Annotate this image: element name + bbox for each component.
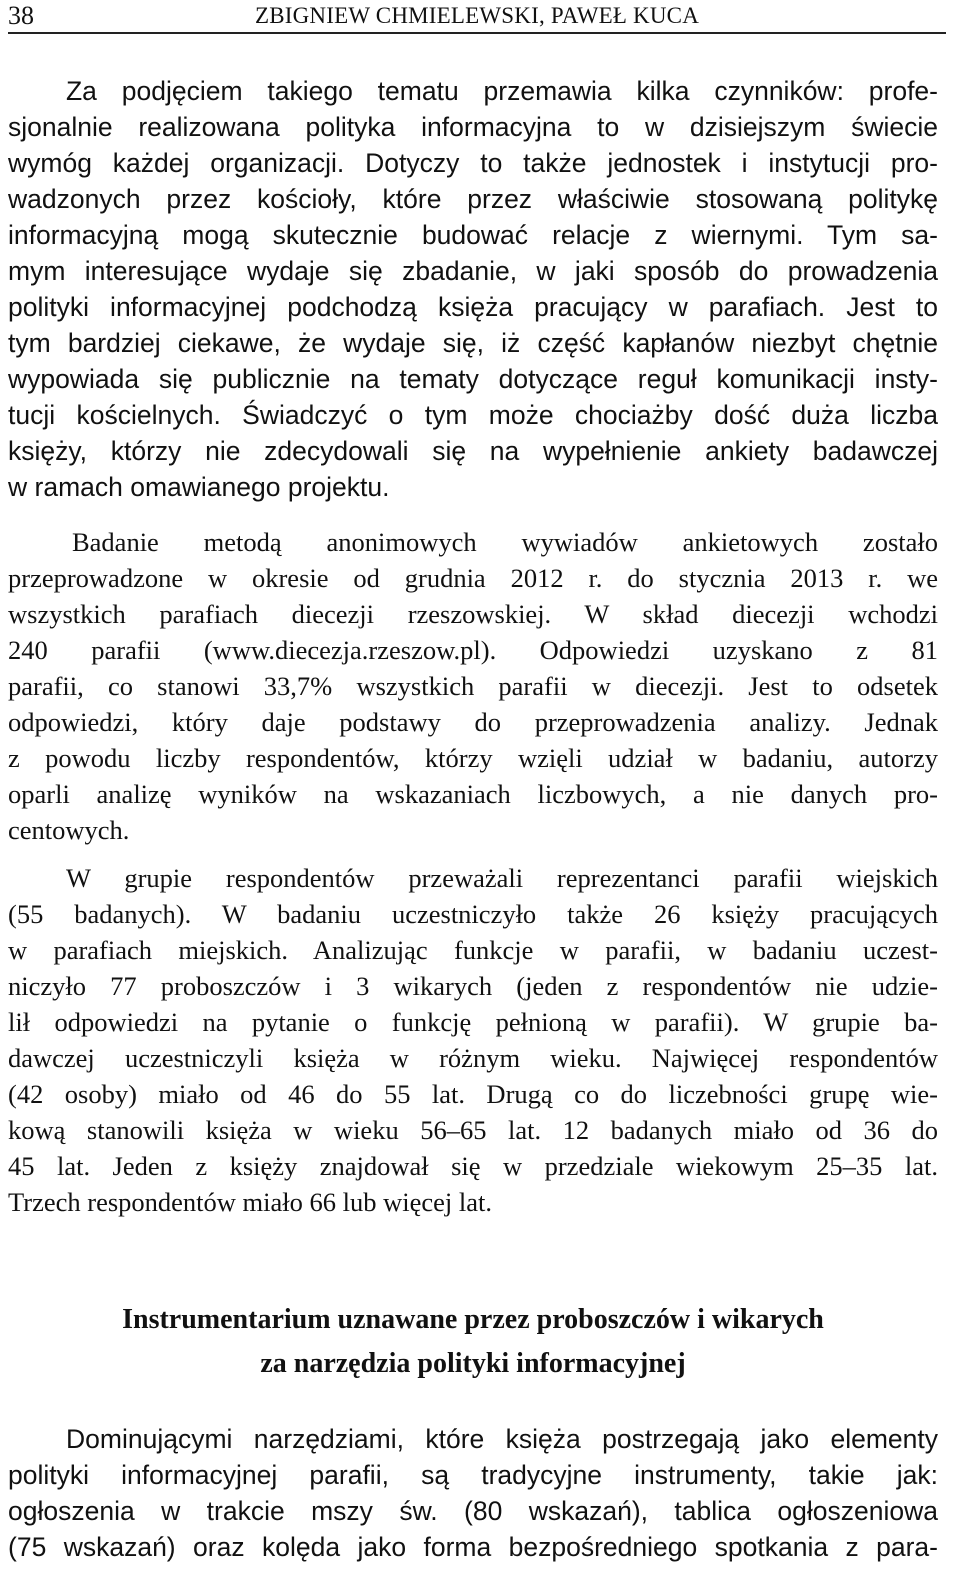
- text-line: tym bardziej ciekawe, że wydaje się, iż część kapłanów niezbyt chętnie: [8, 328, 938, 358]
- text-line: (55 badanych). W badaniu uczestniczyło także 26 księży pracujących: [8, 899, 938, 929]
- text-line: wypowiada się publicznie na tematy dotyczące reguł komunikacji insty-: [8, 364, 938, 394]
- text-line: 45 lat. Jeden z księży znajdował się w przedziale wiekowym 25–35 lat.: [8, 1151, 938, 1181]
- text-line: odpowiedzi, który daje podstawy do przeprowadzenia analizy. Jednak: [8, 707, 938, 737]
- text-line: wadzonych przez kościoły, które przez właściwie stosowaną politykę: [8, 184, 938, 214]
- text-line: centowych.: [8, 815, 130, 845]
- text-line: przeprowadzone w okresie od grudnia 2012 r. do stycznia 2013 r. we: [8, 563, 938, 593]
- text-line: w parafiach miejskich. Analizując funkcje w parafii, w badaniu uczest-: [8, 935, 938, 965]
- text-line: kową stanowili księża w wieku 56–65 lat. 12 badanych miało od 36 do: [8, 1115, 938, 1145]
- text-line: informacyjną mogą skutecznie budować relacje z wiernymi. Tym sa-: [8, 220, 938, 250]
- page-header: [8, 0, 946, 34]
- text-line: W grupie respondentów przeważali reprezentanci parafii wiejskich: [66, 863, 938, 893]
- text-line: mym interesujące wydaje się zbadanie, w jaki sposób do prowadzenia: [8, 256, 938, 286]
- text-line: Badanie metodą anonimowych wywiadów ankietowych zostało: [72, 527, 938, 557]
- running-head: ZBIGNIEW CHMIELEWSKI, PAWEŁ KUCA: [254, 3, 700, 28]
- text-line: niczyło 77 proboszczów i 3 wikarych (jeden z respondentów nie udzie-: [8, 971, 938, 1001]
- text-line: (75 wskazań) oraz kolęda jako forma bezpośredniego spotkania z para-: [8, 1532, 938, 1562]
- text-line: polityki informacyjnej parafii, są tradycyjne instrumenty, takie jak:: [8, 1460, 938, 1490]
- text-line: w ramach omawianego projektu.: [8, 472, 390, 502]
- text-line: (42 osoby) miało od 46 do 55 lat. Drugą co do liczebności grupę wie-: [8, 1079, 938, 1109]
- text-line: ogłoszenia w trakcie mszy św. (80 wskazań), tablica ogłoszeniowa: [8, 1496, 938, 1526]
- page-number: 38: [8, 1, 34, 30]
- section-heading-line: za narzędzia polityki informacyjnej: [260, 1348, 686, 1379]
- text-line: wszystkich parafiach diecezji rzeszowskiej. W skład diecezji wchodzi: [8, 599, 938, 629]
- text-line: Dominującymi narzędziami, które księża postrzegają jako elementy: [66, 1424, 938, 1454]
- text-line: dawczej uczestniczyli księża w różnym wieku. Najwięcej respondentów: [8, 1043, 938, 1073]
- text-line: księży, którzy nie zdecydowali się na wypełnienie ankiety badawczej: [8, 436, 938, 466]
- text-line: wymóg każdej organizacji. Dotyczy to także jednostek i instytucji pro-: [8, 148, 938, 178]
- text-line: 240 parafii (www.diecezja.rzeszow.pl). Odpowiedzi uzyskano z 81: [8, 635, 938, 665]
- text-line: z powodu liczby respondentów, którzy wzięli udział w badaniu, autorzy: [8, 743, 938, 773]
- text-line: lił odpowiedzi na pytanie o funkcję pełnioną w parafii). W grupie ba-: [8, 1007, 938, 1037]
- text-line: parafii, co stanowi 33,7% wszystkich parafii w diecezji. Jest to odsetek: [8, 671, 938, 701]
- text-line: Trzech respondentów miało 66 lub więcej lat.: [8, 1187, 493, 1217]
- text-line: sjonalnie realizowana polityka informacyjna to w dzisiejszym świecie: [8, 112, 938, 142]
- text-line: Za podjęciem takiego tematu przemawia kilka czynników: profe-: [66, 76, 938, 106]
- section-heading-line: Instrumentarium uznawane przez proboszczów i wikarych: [122, 1304, 824, 1335]
- text-line: tucji kościelnych. Świadczyć o tym może chociażby dość duża liczba: [8, 400, 938, 430]
- text-line: polityki informacyjnej podchodzą księża pracujący w parafiach. Jest to: [8, 292, 938, 322]
- text-line: oparli analizę wyników na wskazaniach liczbowych, a nie danych pro-: [8, 779, 938, 809]
